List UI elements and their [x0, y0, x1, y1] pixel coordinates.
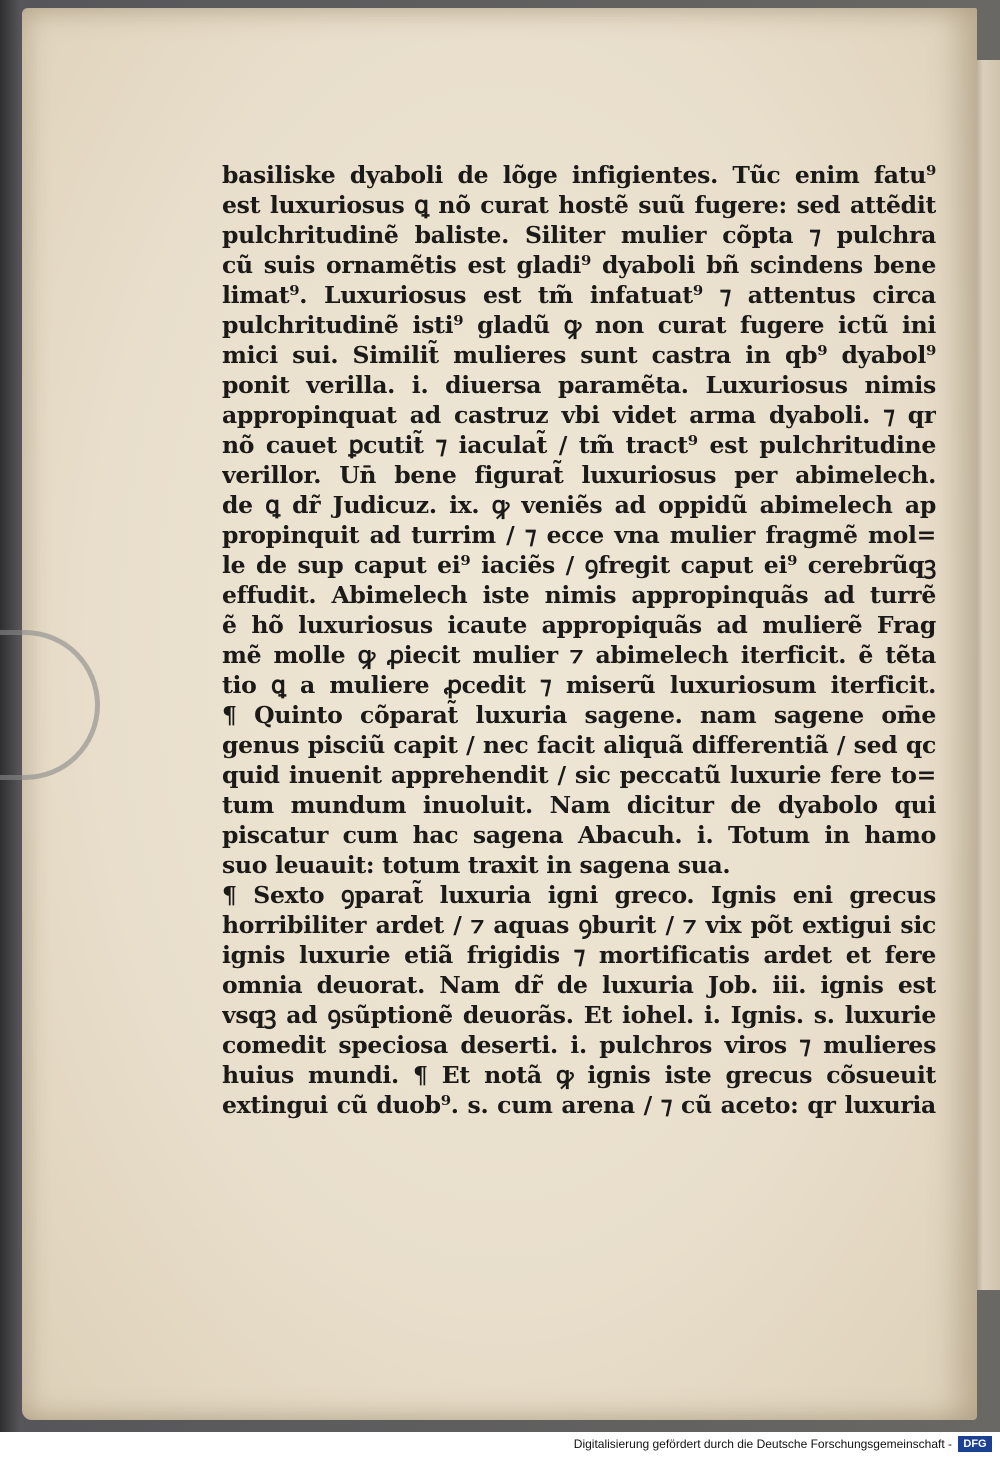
text-line: piscatur cum hac sagena Abacuh. i. Totum in hamo [222, 821, 936, 849]
text-line: est luxuriosus ꝗ nõ curat hostẽ suũ fugere: sed attẽdit [222, 191, 936, 219]
text-line: mici sui. Similit̃ mulieres sunt castra in qb⁹ dyabol⁹ [222, 341, 936, 369]
text-line: limat⁹. Luxuriosus est tm̃ infatuat⁹ ⁊ attentus circa [222, 281, 936, 309]
text-line: effudit. Abimelech iste nimis appropinquãs ad turrẽ [222, 581, 936, 609]
dfg-logo: DFG [958, 1436, 992, 1452]
text-line: pulchritudinẽ baliste. Siliter mulier cõpta ⁊ pulchra [222, 221, 936, 249]
text-line: ¶ Quinto cõparat̃ luxuria sagene. nam sagene om̄e [222, 701, 936, 729]
text-line: ẽ hõ luxuriosus icaute appropiquãs ad mulierẽ Frag [222, 611, 936, 639]
text-line: huius mundi. ¶ Et notã ꝙ ignis iste grecus cõsueuit [222, 1061, 936, 1089]
text-line: genus pisciũ capit / nec facit aliquã differentiã / sed qc [222, 731, 936, 759]
text-line: vsqꝫ ad ꝯsũptionẽ deuorãs. Et iohel. i. Ignis. s. luxurie [222, 1001, 936, 1029]
text-line: quid inuenit apprehendit / sic peccatũ luxurie fere to= [222, 761, 936, 789]
page-text-block [222, 160, 936, 1120]
text-line: ignis luxurie etiã frigidis ⁊ mortificatis ardet et fere [222, 941, 936, 969]
text-line: omnia deuorat. Nam dr̃ de luxuria Job. iii. ignis est [222, 971, 936, 999]
text-line: basiliske dyaboli de lõge infigientes. Tũc enim fatu⁹ [222, 161, 936, 189]
text-line: mẽ molle ꝙ ꝓiecit mulier ⁊ abimelech iterficit. ẽ tẽta [222, 641, 936, 669]
text-line: comedit speciosa deserti. i. pulchros viros ⁊ mulieres [222, 1031, 936, 1059]
footer-bar [0, 1432, 1000, 1457]
text-line: appropinquat ad castruz vbi videt arma dyaboli. ⁊ qr [222, 401, 936, 429]
text-line: tio ꝗ a muliere ꝓcedit ⁊ miserũ luxuriosum iterficit. [222, 671, 936, 699]
text-line: cũ suis ornamẽtis est gladi⁹ dyaboli bñ scindens bene [222, 251, 936, 279]
text-line: horribiliter ardet / ⁊ aquas ꝯburit / ⁊ vix põt extigui sic [222, 911, 936, 939]
text-line: verillor. Un̄ bene figurat̃ luxuriosus per abimelech. [222, 461, 936, 489]
text-line: extingui cũ duob⁹. s. cum arena / ⁊ cũ aceto: qr luxuria [222, 1091, 936, 1119]
text-line: pulchritudinẽ isti⁹ gladũ ꝙ non curat fugere ictũ ini [222, 311, 936, 339]
text-line: propinquit ad turrim / ⁊ ecce vna mulier fragmẽ mol= [222, 521, 936, 549]
text-line: suo leuauit: totum traxit in sagena sua. [222, 851, 731, 879]
text-line: nõ cauet ꝑcutit̃ ⁊ iaculat̃ / tm̃ tract⁹ est pulchritudine [222, 431, 936, 459]
text-line: tum mundum inuoluit. Nam dicitur de dyabolo qui [222, 791, 936, 819]
text-line: ¶ Sexto ꝯparat̃ luxuria igni greco. Ignis eni grecus [222, 881, 936, 909]
footer-credit: Digitalisierung gefördert durch die Deutsche Forschungsgemeinschaft - [573, 1437, 952, 1451]
text-line: ponit verilla. i. diuersa paramẽta. Luxuriosus nimis [222, 371, 936, 399]
text-line: de ꝗ dr̃ Judicuz. ix. ꝙ veniẽs ad oppidũ abimelech ap [222, 491, 936, 519]
text-line: le de sup caput ei⁹ iaciẽs / ꝯfregit caput ei⁹ cerebrũqꝫ [222, 551, 936, 579]
